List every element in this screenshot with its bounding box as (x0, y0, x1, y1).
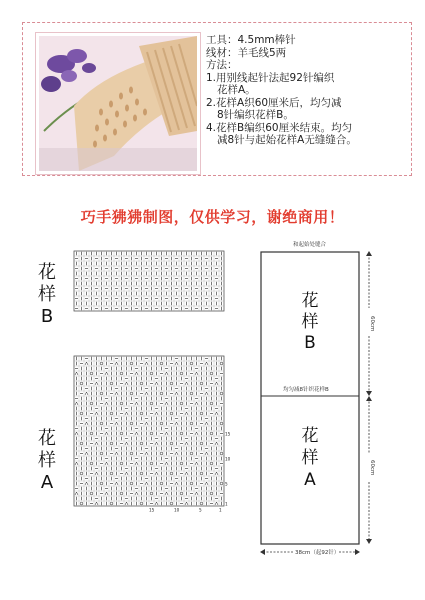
row-marker: 5 (225, 481, 228, 487)
dim-width: 38cm（起92针） (295, 550, 340, 556)
step-2-cont: 8针编织花样B。 (217, 109, 294, 121)
pattern-b-label-char-1: 花 (38, 262, 56, 283)
method-title: 方法： (206, 59, 238, 71)
arrow-up-icon (366, 251, 372, 256)
arrow-right-icon (355, 549, 360, 555)
step-1: 1.用别线起针法起92针编织 (206, 71, 335, 84)
schematic-b-char-2: 样 (301, 312, 319, 332)
yarn-line: 线材：羊毛线5两 (206, 46, 287, 59)
pattern-b-label-char-2: 样 (38, 284, 56, 305)
pattern-a-label-char-2: 样 (38, 450, 56, 471)
schematic-a-char-3: A (304, 470, 316, 490)
col-marker: 10 (174, 507, 180, 513)
col-marker: 1 (219, 507, 222, 513)
schematic-top-note: 和起始处缝合 (293, 242, 327, 248)
pattern-b-label-char-3: B (40, 306, 54, 327)
dim-a-height: 60cm (369, 460, 375, 476)
copyright-notice: 巧手狒狒制图，仅供学习，谢绝商用！ (80, 208, 345, 226)
scarf-schematic (245, 236, 395, 558)
arrow-down-icon (366, 391, 372, 396)
schematic-mid-note: 均匀减8针织花样B (283, 387, 329, 393)
pattern-a-label-char-3: A (40, 472, 54, 493)
schematic-b-char-1: 花 (301, 291, 319, 311)
pattern-b-chart (70, 247, 230, 342)
pattern-a-chart (70, 352, 230, 558)
pattern-a-label-char-1: 花 (38, 428, 56, 449)
dim-b-height: 60cm (369, 316, 375, 332)
col-marker: 15 (149, 507, 155, 513)
step-3-cont: 减8针与起始花样A无缝缝合。 (217, 134, 357, 146)
arrow-up-icon (366, 396, 372, 401)
schematic-b-char-3: B (304, 333, 316, 353)
col-marker: 5 (199, 507, 202, 513)
pattern-a-label (38, 428, 56, 494)
scarf-illustration (39, 36, 197, 171)
arrow-down-icon (366, 539, 372, 544)
schematic-a-char-2: 样 (301, 448, 319, 468)
scarf-photo (36, 33, 200, 174)
step-2: 2.花样A织60厘米后，均匀减 (206, 96, 342, 109)
row-marker: 1 (225, 501, 228, 507)
instructions-panel (206, 34, 406, 147)
tools-line: 工具：4.5mm棒针 (206, 34, 296, 46)
row-marker: 10 (225, 456, 230, 462)
step-1-cont: 花样A。 (217, 84, 256, 96)
row-marker: 15 (225, 431, 230, 437)
step-3: 4.花样B编织60厘米结束。均匀 (206, 121, 353, 134)
schematic-a-char-1: 花 (301, 426, 319, 446)
arrow-left-icon (260, 549, 265, 555)
pattern-b-label (38, 262, 56, 328)
